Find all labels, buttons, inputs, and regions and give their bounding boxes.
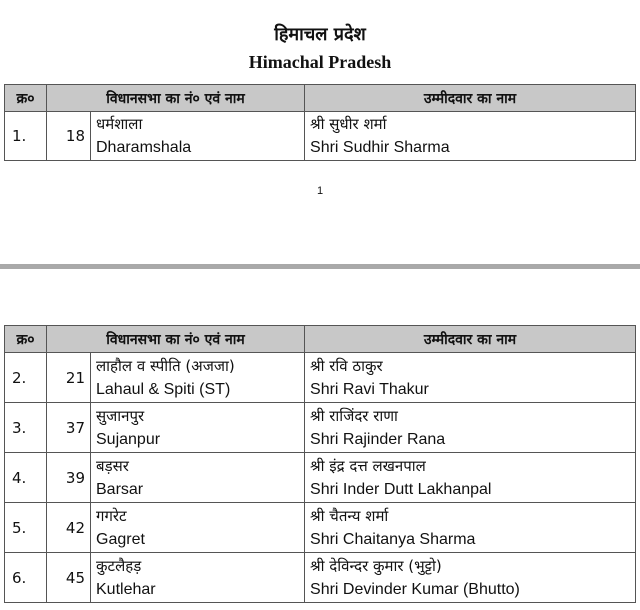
candidate-name-hindi: श्री रवि ठाकुर bbox=[310, 356, 383, 375]
serial-cell: 3. bbox=[5, 403, 47, 453]
table-row bbox=[5, 503, 636, 553]
header-serial: क्र० bbox=[5, 85, 47, 112]
constituency-number: 45 bbox=[47, 553, 91, 603]
candidate-table-1 bbox=[4, 84, 636, 161]
serial-cell: 1. bbox=[5, 112, 47, 161]
constituency-name-hindi: लाहौल व स्पीति (अजजा) bbox=[96, 356, 235, 375]
candidate-name-cell bbox=[305, 112, 636, 161]
page-divider bbox=[0, 264, 640, 269]
constituency-name-hindi: धर्मशाला bbox=[96, 115, 143, 133]
serial-cell: 4. bbox=[5, 453, 47, 503]
constituency-name-cell bbox=[91, 112, 305, 161]
candidate-name-cell bbox=[305, 503, 636, 553]
candidate-name-english: Shri Chaitanya Sharma bbox=[310, 530, 476, 548]
constituency-name-english: Sujanpur bbox=[96, 430, 161, 448]
header-candidate: उम्मीदवार का नाम bbox=[305, 85, 636, 112]
page-number: 1 bbox=[316, 185, 324, 197]
candidate-name-english: Shri Ravi Thakur bbox=[310, 380, 429, 398]
constituency-number: 42 bbox=[47, 503, 91, 553]
constituency-name-english: Dharamshala bbox=[96, 139, 192, 156]
constituency-name-english: Lahaul & Spiti (ST) bbox=[96, 380, 231, 398]
header-constituency: विधानसभा का नं० एवं नाम bbox=[47, 85, 305, 112]
constituency-name-english: Barsar bbox=[96, 480, 144, 498]
table-header-row bbox=[5, 85, 636, 112]
candidate-name-hindi: श्री राजिंदर राणा bbox=[310, 406, 398, 425]
candidate-name-english: Shri Devinder Kumar (Bhutto) bbox=[310, 580, 520, 598]
constituency-name-hindi: सुजानपुर bbox=[96, 406, 145, 425]
serial-cell: 6. bbox=[5, 553, 47, 603]
candidate-name-hindi: श्री देविन्दर कुमार (भुट्टो) bbox=[310, 556, 442, 575]
constituency-number: 21 bbox=[47, 353, 91, 403]
constituency-name-cell bbox=[91, 353, 305, 403]
constituency-name-english: Gagret bbox=[96, 530, 145, 548]
constituency-number: 18 bbox=[47, 112, 91, 161]
table-row bbox=[5, 353, 636, 403]
serial-cell: 5. bbox=[5, 503, 47, 553]
constituency-name-hindi: कुटलैहड़ bbox=[96, 556, 142, 575]
candidate-name-hindi: श्री इंद्र दत्त लखनपाल bbox=[310, 456, 426, 475]
page-title-english: Himachal Pradesh bbox=[248, 52, 392, 72]
constituency-name-english: Kutlehar bbox=[96, 580, 156, 598]
constituency-number: 37 bbox=[47, 403, 91, 453]
table-row bbox=[5, 403, 636, 453]
table-header-row bbox=[5, 326, 636, 353]
constituency-name-hindi: बड़सर bbox=[96, 456, 129, 475]
serial-cell: 2. bbox=[5, 353, 47, 403]
table-row bbox=[5, 453, 636, 503]
candidate-name-hindi: श्री चैतन्य शर्मा bbox=[310, 506, 389, 525]
constituency-name-cell bbox=[91, 503, 305, 553]
page-title-hindi: हिमाचल प्रदेश bbox=[274, 24, 366, 45]
candidate-name-english: Shri Inder Dutt Lakhanpal bbox=[310, 480, 492, 498]
candidate-table-2 bbox=[4, 325, 636, 603]
constituency-name-hindi: गगरेट bbox=[96, 506, 127, 525]
header-constituency: विधानसभा का नं० एवं नाम bbox=[47, 326, 305, 353]
candidate-name-cell bbox=[305, 553, 636, 603]
constituency-name-cell bbox=[91, 453, 305, 503]
constituency-name-cell bbox=[91, 403, 305, 453]
candidate-name-cell bbox=[305, 353, 636, 403]
candidate-name-hindi: श्री सुधीर शर्मा bbox=[310, 115, 387, 133]
constituency-name-cell bbox=[91, 553, 305, 603]
candidate-name-cell bbox=[305, 403, 636, 453]
header-serial: क्र० bbox=[5, 326, 47, 353]
constituency-number: 39 bbox=[47, 453, 91, 503]
candidate-name-cell bbox=[305, 453, 636, 503]
table-row bbox=[5, 553, 636, 603]
table-row bbox=[5, 112, 636, 161]
candidate-name-english: Shri Rajinder Rana bbox=[310, 430, 446, 448]
candidate-name-english: Shri Sudhir Sharma bbox=[310, 139, 450, 156]
header-candidate: उम्मीदवार का नाम bbox=[305, 326, 636, 353]
